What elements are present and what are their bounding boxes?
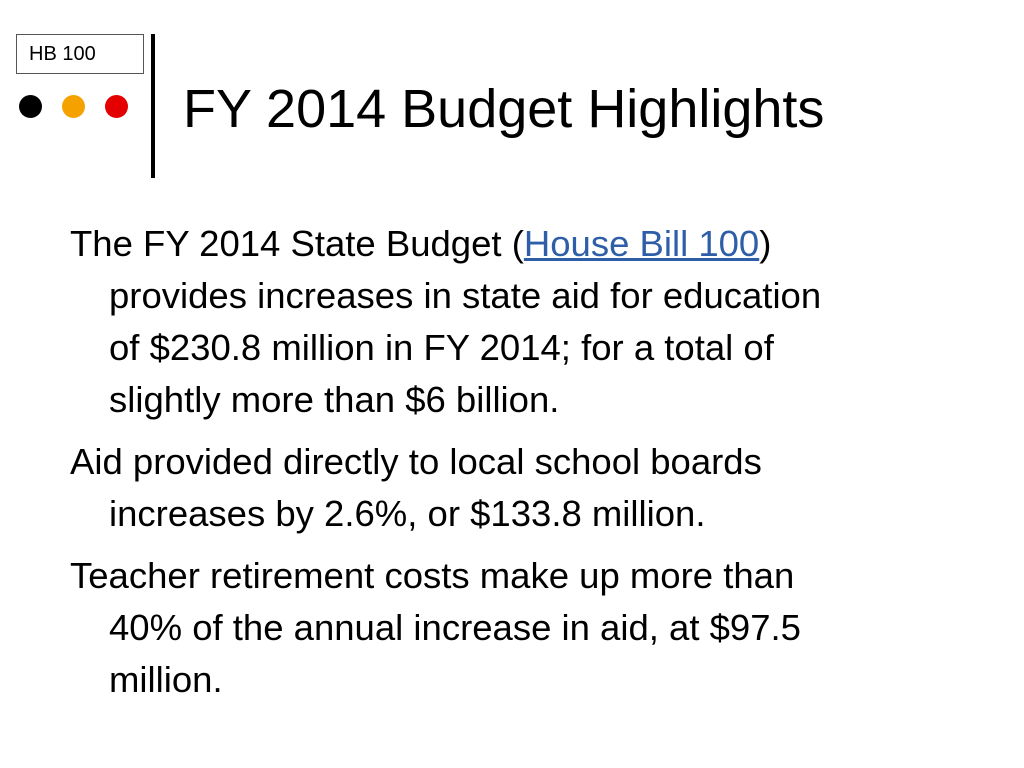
text-segment: provides increases in state aid for education [109,275,822,316]
paragraph-line [70,322,970,374]
paragraph-line [70,602,970,654]
paragraph-line [70,436,970,488]
bullet-paragraph [70,436,970,540]
orange-dot-icon [62,95,85,118]
paragraph-line [70,488,970,540]
paragraph-line [70,374,970,426]
text-segment: increases by 2.6%, or $133.8 million. [109,493,706,534]
slide-title: FY 2014 Budget Highlights [183,79,825,139]
text-segment: slightly more than $6 billion. [109,379,560,420]
text-segment: of $230.8 million in FY 2014; for a total of [109,327,774,368]
black-dot-icon [19,95,42,118]
paragraph-line [70,270,970,322]
house-bill-100-link[interactable]: House Bill 100 [523,223,760,264]
bullet-paragraph [70,550,970,706]
slide-body [70,218,970,716]
red-dot-icon [105,95,128,118]
bill-tag: HB 100 [16,34,144,74]
paragraph-line [70,550,970,602]
text-segment: ) [759,223,772,264]
paragraph-line [70,218,970,270]
text-segment: Aid provided directly to local school boards [70,441,762,482]
text-segment: Teacher retirement costs make up more than [70,555,795,596]
bullet-paragraph [70,218,970,426]
text-segment: The FY 2014 State Budget ( [70,223,524,264]
paragraph-line [70,654,970,706]
title-divider [151,34,155,178]
text-segment: 40% of the annual increase in aid, at $97.5 [109,607,801,648]
text-segment: million. [109,659,223,700]
